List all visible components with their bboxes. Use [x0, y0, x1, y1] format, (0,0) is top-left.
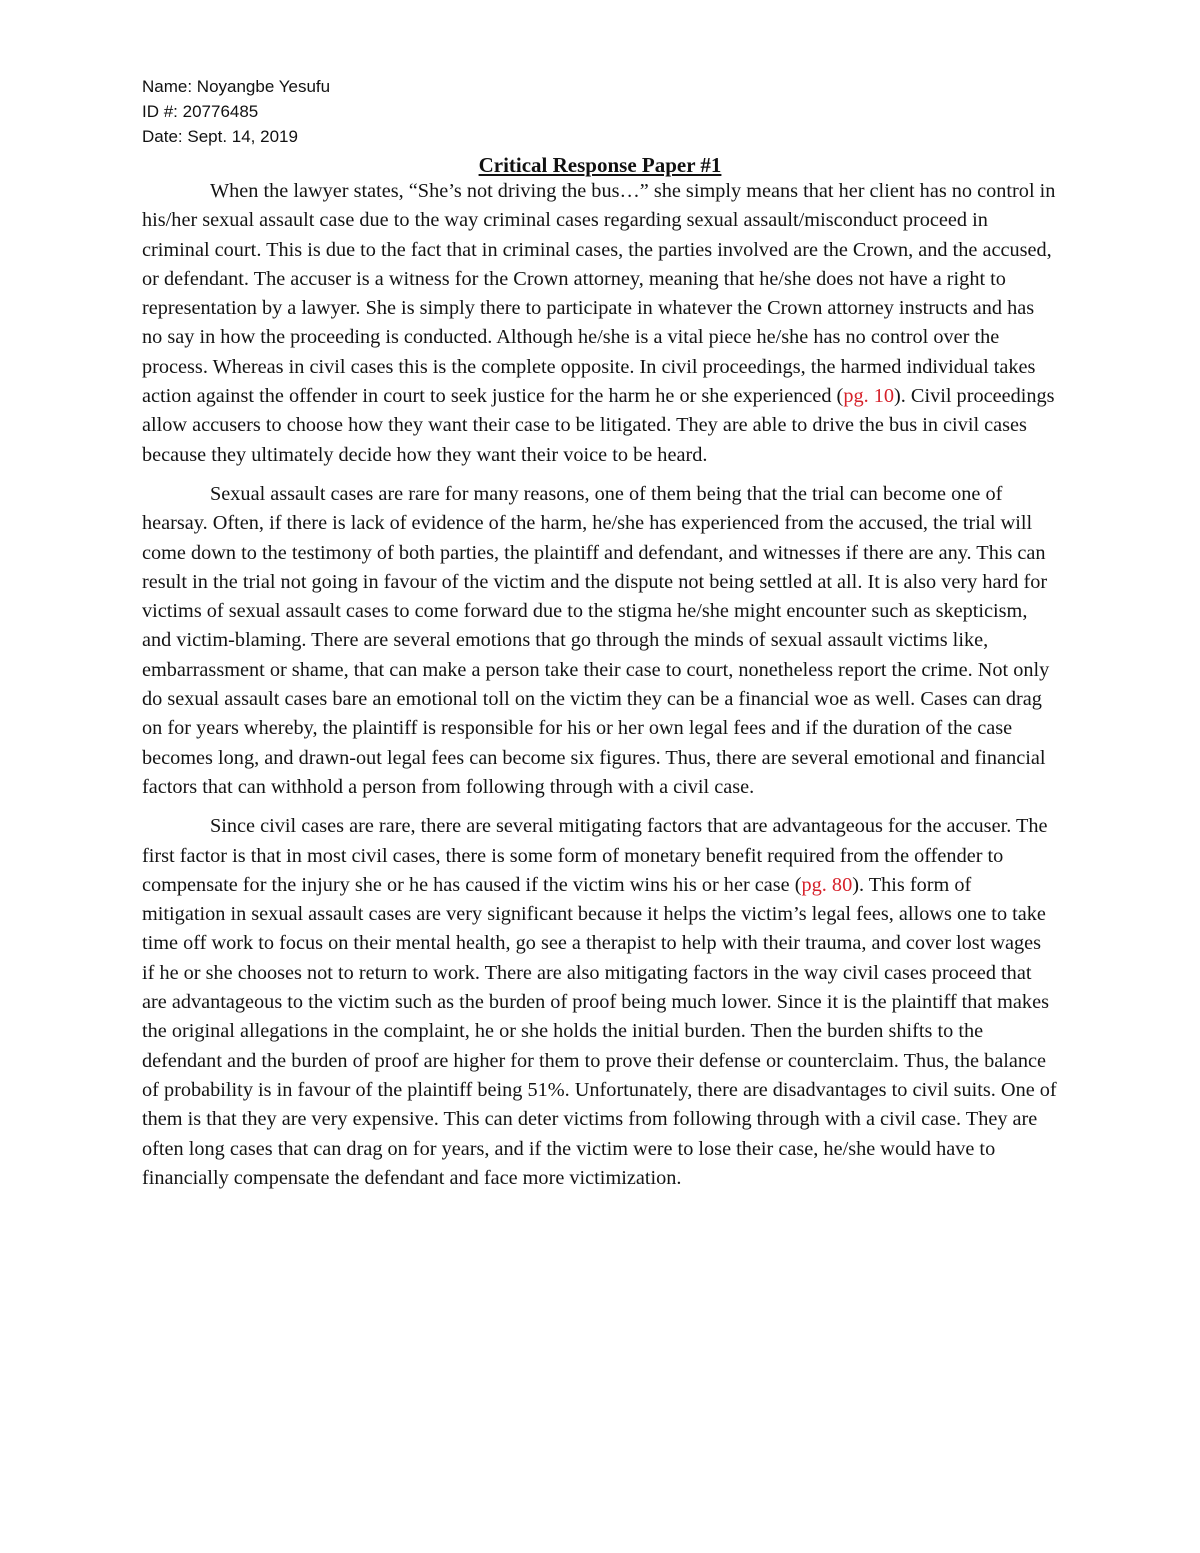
paragraph-3-text-before: Since civil cases are rare, there are several mitigating factors that are advantageous for the accuser. The first factor is that in most civil cases, there is some form of monetary benefit required from the offender to compensate for the injury she or he has caused if the victim wins his or her case ( — [142, 815, 1048, 896]
paragraph-1 — [142, 177, 1057, 470]
page-reference-link[interactable]: pg. 80 — [801, 873, 853, 896]
student-info-header — [142, 74, 330, 149]
paragraph-1-text-before: When the lawyer states, “She’s not driving the bus…” she simply means that her client has no control in his/her sexual assault case due to the way criminal cases regarding sexual assault/misconduct proceed in criminal court. This is due to the fact that in criminal cases, the parties involved are the Crown, and the accused, or defendant. The accuser is a witness for the Crown attorney, meaning that he/she does not have a right to representation by a lawyer. She is simply there to participate in whatever the Crown attorney instructs and has no say in how the proceeding is conducted. Although he/she is a vital piece he/she has no control over the process. Whereas in civil cases this is the complete opposite. In civil proceedings, the harmed individual takes action against the offender in court to seek justice for the harm he or she experienced ( — [142, 180, 1056, 408]
document-body — [142, 177, 1057, 1203]
paragraph-2: Sexual assault cases are rare for many reasons, one of them being that the trial can become one of hearsay. Often, if there is lack of evidence of the harm, he/she has experienced from the accused, the trial will come down to the testimony of both parties, the plaintiff and defendant, and witnesses if there are any. This can result in the trial not going in favour of the victim and the dispute not being settled at all. It is also very hard for victims of sexual assault cases to come forward due to the stigma he/she might encounter such as skepticism, and victim-blaming. There are several emotions that go through the minds of sexual assault victims like, embarrassment or shame, that can make a person take their case to court, nonetheless report the crime. Not only do sexual assault cases bare an emotional toll on the victim they can be a financial woe as well. Cases can drag on for years whereby, the plaintiff is responsible for his or her own legal fees and if the duration of the case becomes long, and drawn-out legal fees can become six figures. Thus, there are several emotional and financial factors that can withhold a person from following through with a civil case. — [142, 482, 1050, 798]
page-reference-link[interactable]: pg. 10 — [843, 385, 895, 408]
paragraph-3 — [142, 812, 1057, 1193]
paragraph-3-text-after: ). This form of mitigation in sexual assault cases are very significant because it helps the victim’s legal fees, allows one to take time off work to focus on their mental health, go see a therapist to help with their trauma, and cover lost wages if he or she chooses not to return to work. There are also mitigating factors in the way civil cases proceed that are advantageous to the victim such as the burden of proof being much lower. Since it is the plaintiff that makes the original allegations in the complaint, he or she holds the initial burden. Then the burden shifts to the defendant and the burden of proof are higher for them to prove their defense or counterclaim. Thus, the balance of probability is in favour of the plaintiff being 51%. Unfortunately, there are disadvantages to civil suits. One of them is that they are very expensive. This can deter victims from following through with a civil case. They are often long cases that can drag on for years, and if the victim were to lose their case, he/she would have to financially compensate the defendant and face more victimization. — [142, 873, 1057, 1189]
student-id: ID #: 20776485 — [142, 102, 259, 121]
student-name: Name: Noyangbe Yesufu — [142, 77, 331, 96]
document-title: Critical Response Paper #1 — [478, 153, 722, 177]
paragraph-1-text-after: ). Civil proceedings allow accusers to choose how they want their case to be litigated. They are able to drive the bus in civil cases because they ultimately decide how they want their voice to be heard. — [142, 385, 1055, 466]
submission-date: Date: Sept. 14, 2019 — [142, 127, 298, 146]
